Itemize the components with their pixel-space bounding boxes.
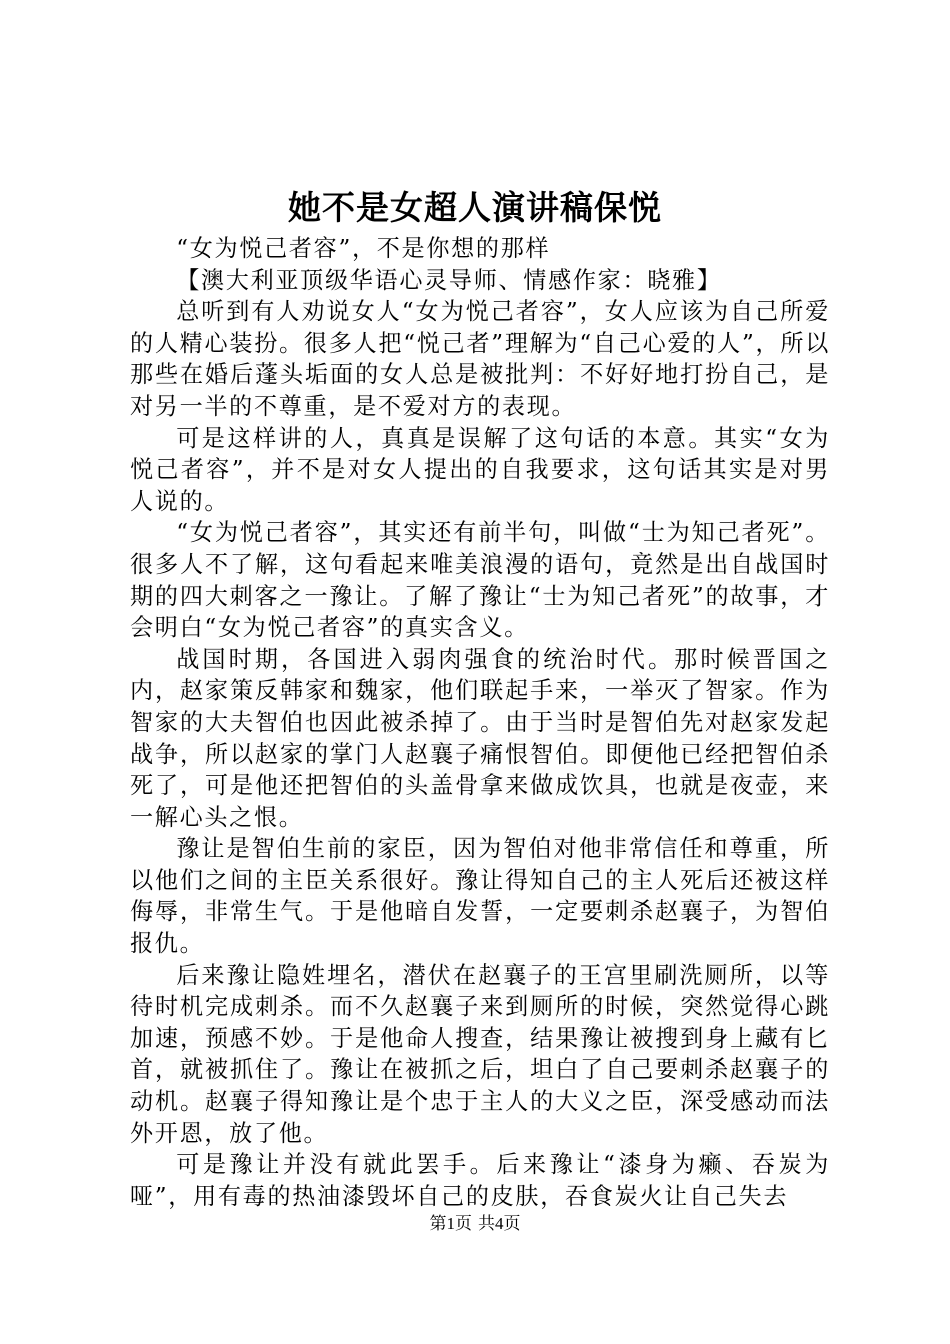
document-title: 她不是女超人演讲稿保悦 bbox=[288, 188, 662, 227]
body-paragraph: 后来豫让隐姓埋名，潜伏在赵襄子的王宫里刷洗厕所，以等待时机完成刺杀。而不久赵襄子来到厕所的时候，突然觉得心跳加速，预感不妙。于是他命人搜查，结果豫让被搜到身上藏有匕首，就被抓住了。豫让在被抓之后，坦白了自己要刺杀赵襄子的动机。赵襄子得知豫让是个忠于主人的大义之臣，深受感动而法外开恩，放了他。 bbox=[130, 962, 830, 1147]
body-paragraph: 总听到有人劝说女人“女为悦己者容”，女人应该为自己所爱的人精心装扮。很多人把“悦己者”理解为“自己心爱的人”，所以那些在婚后蓬头垢面的女人总是被批判：不好好地打扮自己，是对另一半的不尊重，是不爱对方的表现。 bbox=[130, 299, 830, 420]
page-footer bbox=[0, 1212, 950, 1236]
page-number: 第1页 bbox=[429, 1214, 472, 1233]
total-pages: 共4页 bbox=[478, 1214, 521, 1233]
body-paragraph: 豫让是智伯生前的家臣，因为智伯对他非常信任和尊重，所以他们之间的主臣关系很好。豫让得知自己的主人死后还被这样侮辱，非常生气。于是他暗自发誓，一定要刺杀赵襄子，为智伯报仇。 bbox=[130, 836, 830, 958]
body-paragraph: 可是这样讲的人，真真是误解了这句话的本意。其实“女为悦己者容”，并不是对女人提出的自我要求，这句话其实是对男人说的。 bbox=[130, 425, 830, 515]
body-paragraph: 战国时期，各国进入弱肉强食的统治时代。那时候晋国之内，赵家策反韩家和魏家，他们联起手来，一举灭了智家。作为智家的大夫智伯也因此被杀掉了。由于当时是智伯先对赵家发起战争，所以赵家的掌门人赵襄子痛恨智伯。即便他已经把智伯杀死了，可是他还把智伯的头盖骨拿来做成饮具，也就是夜壶，来一解心头之恨。 bbox=[130, 646, 830, 831]
subtitle-paragraph: “女为悦己者容”，不是你想的那样 bbox=[176, 236, 551, 262]
author-paragraph: 【澳大利亚顶级华语心灵导师、情感作家：晓雅】 bbox=[176, 267, 722, 294]
body-paragraph: “女为悦己者容”，其实还有前半句，叫做“士为知己者死”。很多人不了解，这句看起来唯美浪漫的语句，竟然是出自战国时期的四大刺客之一豫让。了解了豫让“士为知己者死”的故事，才会明白“女为悦己者容”的真实含义。 bbox=[130, 520, 830, 642]
document-body bbox=[130, 234, 830, 1213]
body-paragraph: 可是豫让并没有就此罢手。后来豫让“漆身为癞、吞炭为哑”，用有毒的热油漆毁坏自己的皮肤，吞食炭火让自己失去 bbox=[130, 1152, 830, 1210]
